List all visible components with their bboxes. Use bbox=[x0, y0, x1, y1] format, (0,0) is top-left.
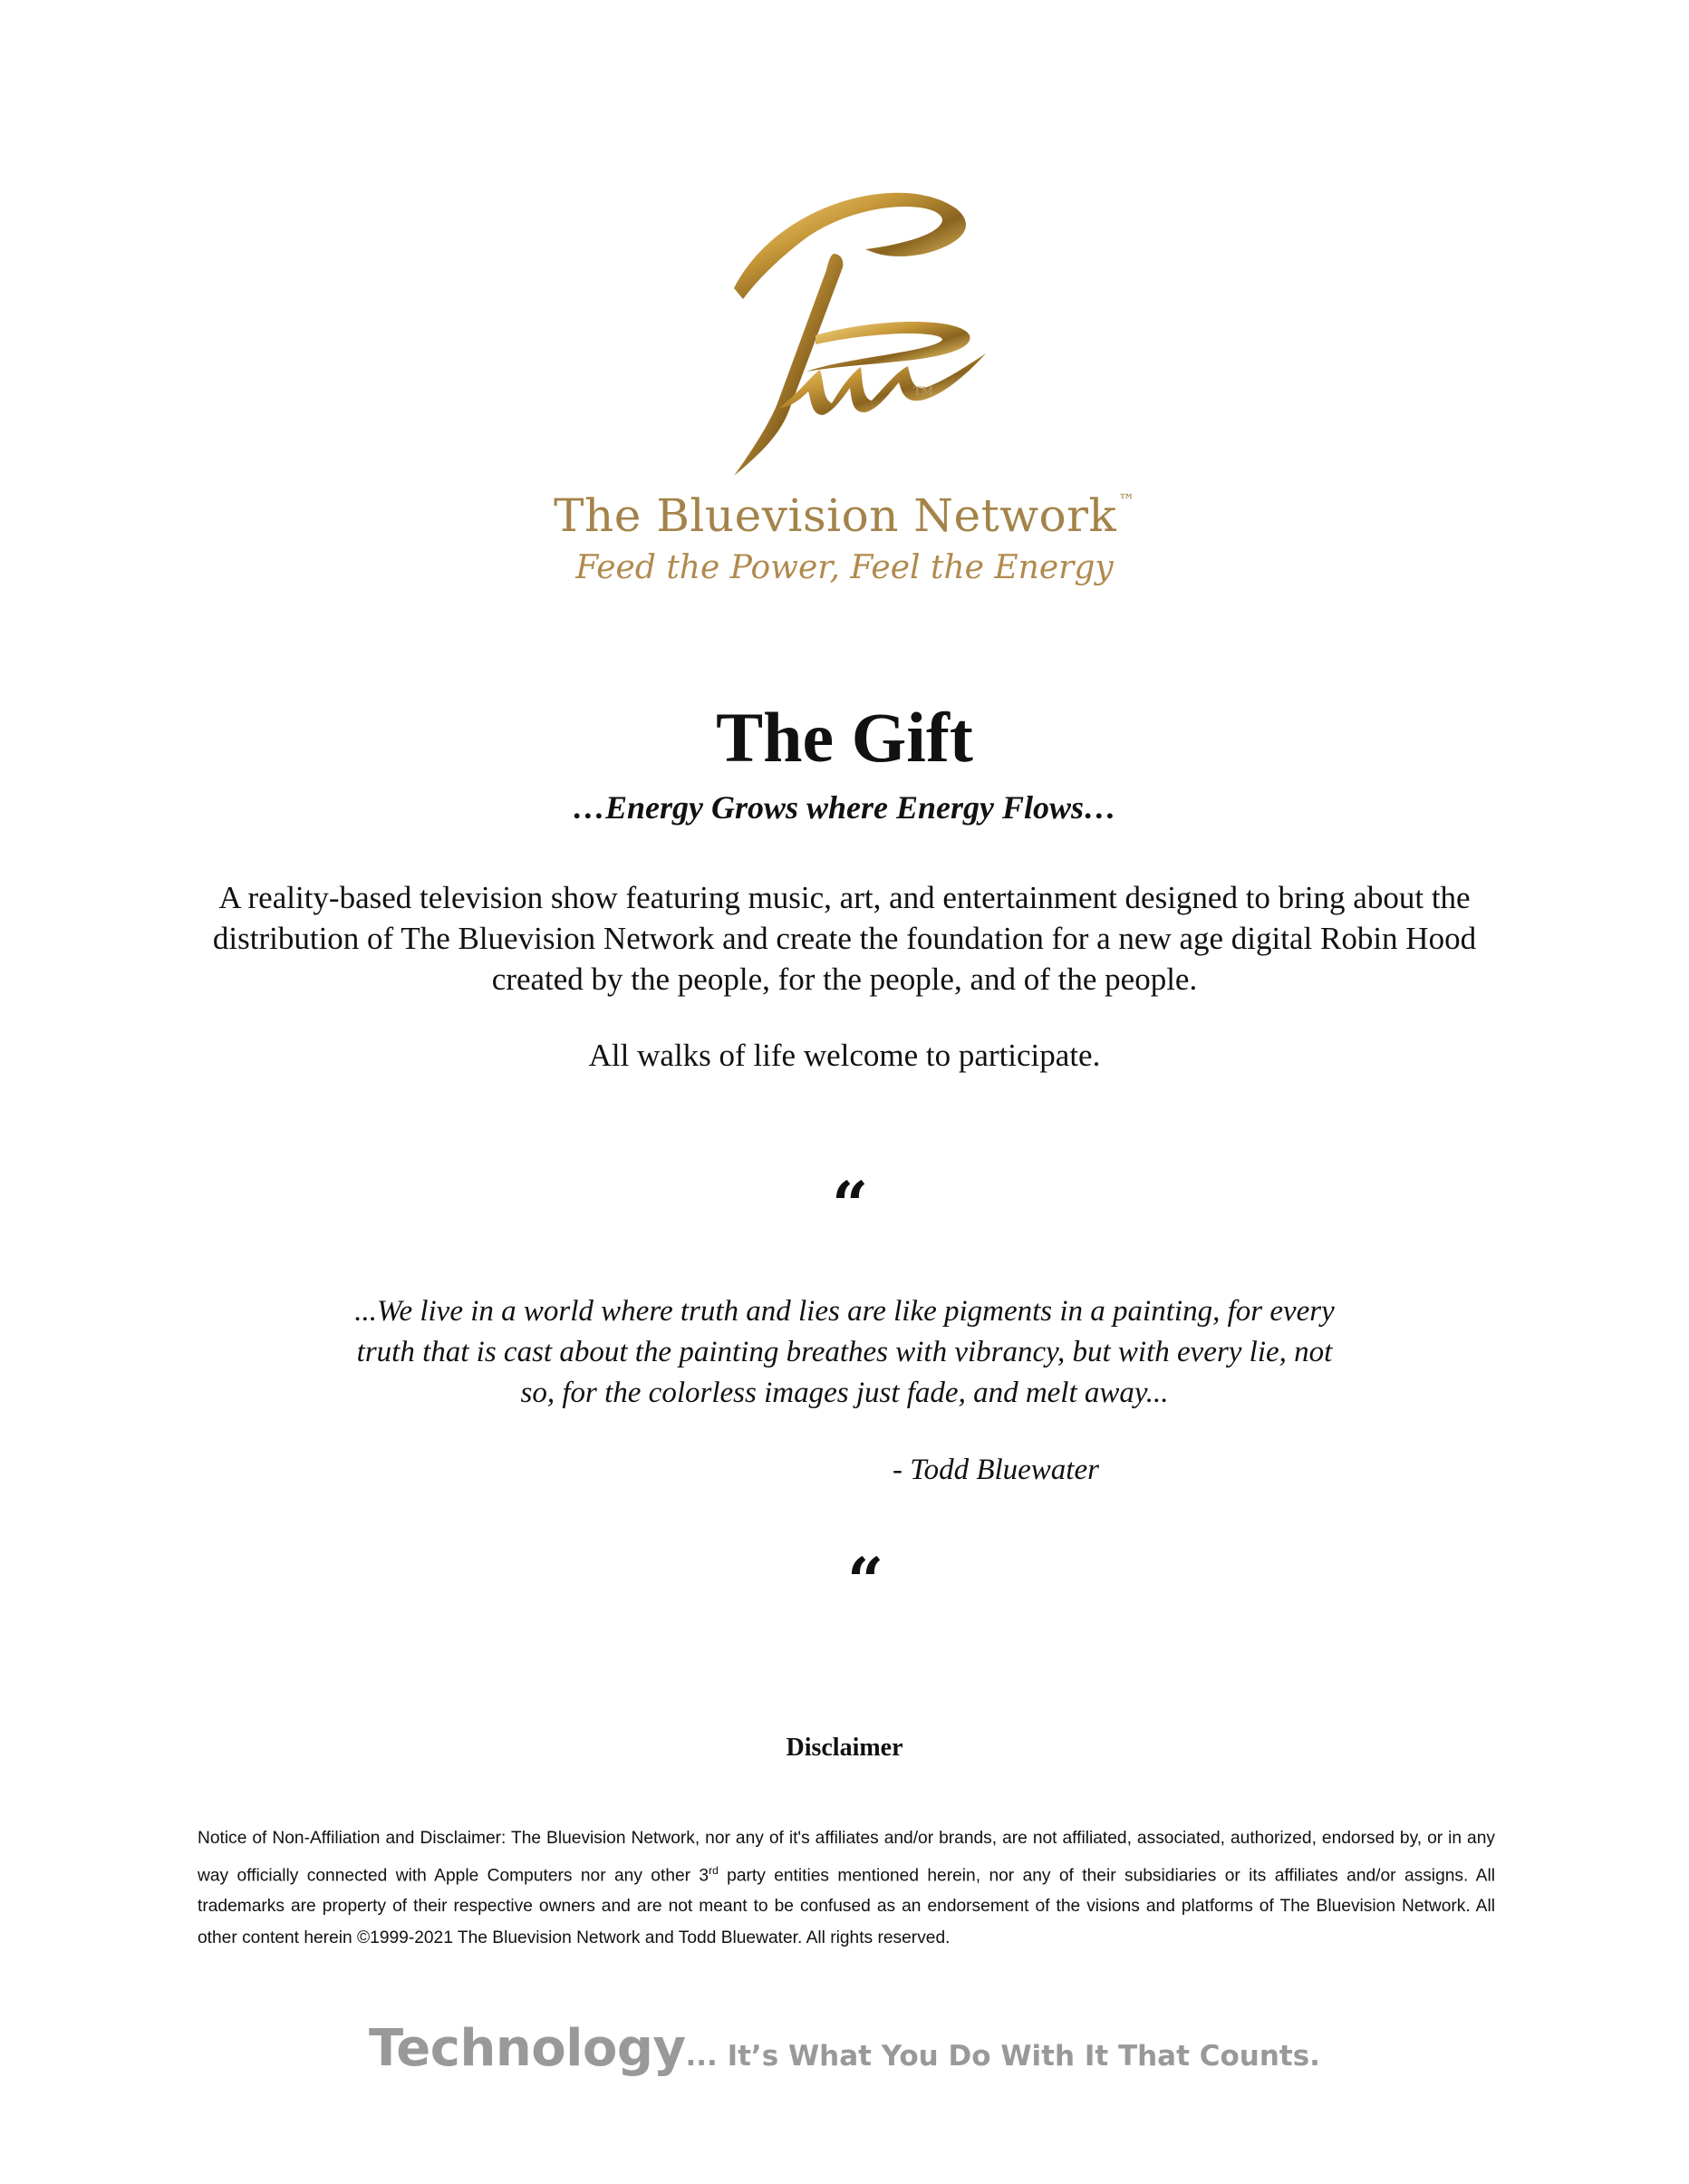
disclaimer-text bbox=[198, 1823, 1495, 1954]
disclaimer-text-part2: party entities mentioned herein, nor any of their subsidiaries or its affiliates and/or assigns. All trademarks are property of their respective owners and are not meant to be confused as an endorsement of the visions and platforms of The Bluevision Network. All other content herein ©1999-2021 The Bluevision Network and Todd Bluewater. All rights reserved. bbox=[198, 1865, 1495, 1947]
logo-tm-mark: TM bbox=[913, 385, 933, 399]
brand-name-tm: ™ bbox=[1118, 491, 1135, 510]
quote-author: - Todd Bluewater bbox=[893, 1454, 1099, 1486]
disclaimer-heading: Disclaimer bbox=[786, 1734, 903, 1762]
intro-line: A reality-based television show featuring music, art, and entertainment designed to bring about the bbox=[218, 880, 1471, 915]
quote-line: so, for the colorless images just fade, and melt away... bbox=[520, 1377, 1169, 1409]
participate-text: All walks of life welcome to participate. bbox=[588, 1038, 1101, 1073]
quote-line: truth that is cast about the painting breathes with vibrancy, but with every lie, not bbox=[356, 1336, 1333, 1368]
quote-text bbox=[317, 1291, 1372, 1414]
brand-name-text: The Bluevision Network bbox=[554, 489, 1117, 542]
intro-paragraph bbox=[210, 877, 1479, 1000]
page-subtitle: …Energy Grows where Energy Flows… bbox=[572, 789, 1117, 826]
footer-slogan-rest: ... It’s What You Do With It That Counts. bbox=[685, 2040, 1320, 2073]
quote-open-mark: “ bbox=[832, 1167, 869, 1242]
logo-signature bbox=[734, 193, 986, 476]
brand-name bbox=[0, 489, 1689, 542]
brand-tagline: Feed the Power, Feel the Energy bbox=[575, 549, 1114, 586]
disclaimer-text-part1: Notice of Non-Affiliation and Disclaimer: The Bluevision Network, nor any of it's affiliates and/or brands, are not affiliated, associated, authorized, endorsed by, or in any way officially connected with Apple Computers nor any other 3 bbox=[198, 1829, 1495, 1885]
brand-logo-mark bbox=[671, 181, 1033, 489]
quote-line: ...We live in a world where truth and lies are like pigments in a painting, for every bbox=[354, 1295, 1335, 1328]
intro-line: distribution of The Bluevision Network and create the foundation for a new age digital Robin Hood bbox=[212, 921, 1477, 956]
footer-slogan bbox=[0, 2019, 1689, 2078]
footer-slogan-main: Technology bbox=[369, 2019, 686, 2078]
quote-close-mark: “ bbox=[847, 1543, 884, 1619]
intro-line: created by the people, for the people, and of the people. bbox=[491, 962, 1198, 997]
disclaimer-superscript: rd bbox=[709, 1863, 719, 1877]
page-title: The Gift bbox=[716, 698, 973, 777]
